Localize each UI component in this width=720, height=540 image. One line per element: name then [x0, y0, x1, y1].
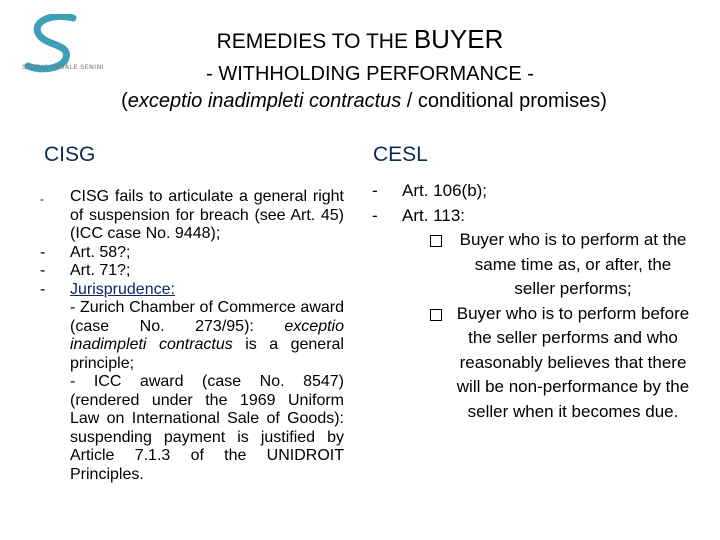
list-item: - Art. 106(b);	[372, 181, 488, 200]
logo-name: STUDIO LEGALE SENINI	[22, 63, 104, 71]
title-line-2: - WITHHOLDING PERFORMANCE -	[206, 63, 534, 85]
title-line-3: (exceptio inadimpleti contractus / conditional promises)	[121, 90, 607, 112]
list-item: - Art. 58?;	[40, 243, 131, 261]
checkbox-bullet-icon	[430, 309, 442, 321]
checkbox-bullet-icon	[430, 235, 442, 247]
cisg-heading: CISG	[44, 143, 96, 166]
bullet-item: Buyer who is to perform at the same time as, or after, the seller performs;	[372, 228, 692, 302]
list-item: - CISG fails to articulate a general right of suspension for breach (see Art. 45) (ICC case No. 9448);	[40, 188, 344, 242]
jurisprudence-link[interactable]: Jurisprudence:	[70, 280, 175, 298]
icc-award: - ICC award (case No. 8547) (rendered under the 1969 Uniform Law on International Sale of Goods): suspending payment is justified by Article 7.1.3 of the UNIDROIT Principles.	[70, 373, 344, 483]
list-item: - Jurisprudence: - Zurich Chamber of Commerce award (case No. 273/95): exceptio inadimpleti contractus is a general principle; - ICC award (case No. 8547) (rendered under the 1969 Uniform Law on International Sale of Goods): suspending payment is justified by Article 7.1.3 of the UNIDROIT Principles.	[40, 280, 344, 483]
bullet-item: Buyer who is to perform before the seller performs and who reasonably believes that there will be non-performance by the seller when it becomes due.	[372, 302, 692, 425]
zurich-award: - Zurich Chamber of Commerce award (case No. 273/95): exceptio inadimpleti contractus is a general principle;	[70, 299, 344, 372]
title-line-1: REMEDIES TO THE BUYER	[216, 24, 504, 54]
cisg-column	[40, 188, 344, 484]
list-item: - Art. 113:	[372, 205, 465, 225]
cesl-column	[372, 179, 692, 424]
cesl-heading: CESL	[373, 143, 428, 166]
list-item: - Art. 71?;	[40, 262, 131, 279]
